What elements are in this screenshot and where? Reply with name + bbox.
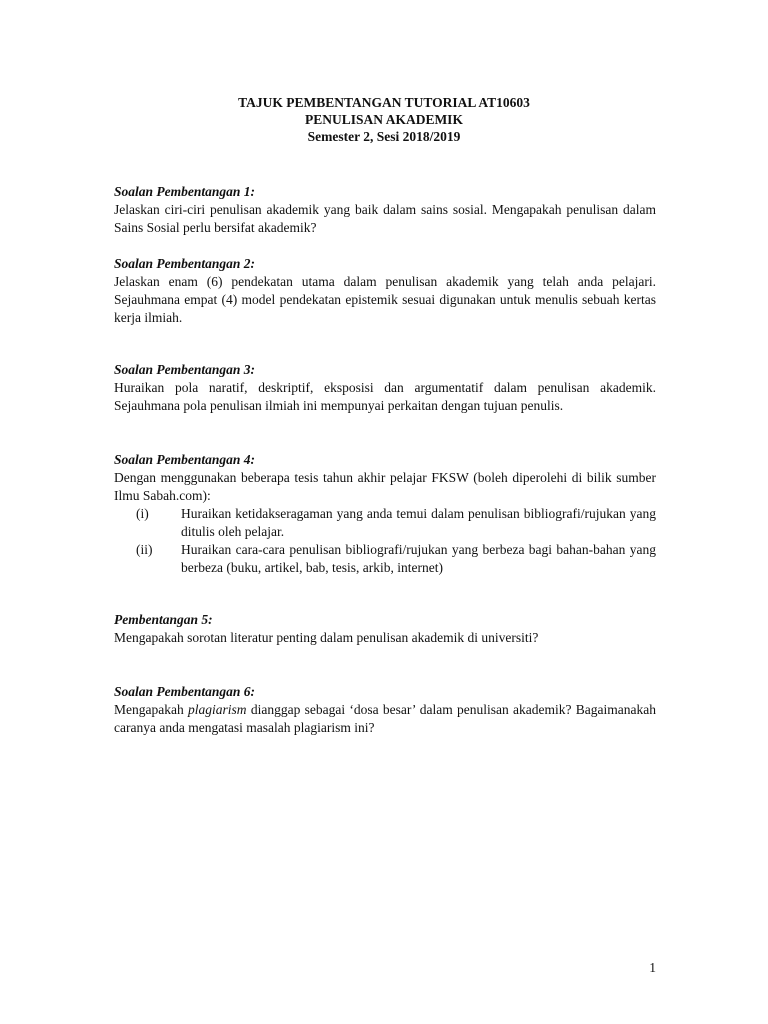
document-header <box>0 94 768 145</box>
question-5 <box>114 611 656 647</box>
question-5-text: Mengapakah sorotan literatur penting dalam penulisan akademik di universiti? <box>114 630 539 645</box>
question-6-title: Soalan Pembentangan 6: <box>114 684 256 699</box>
question-2-text: Jelaskan enam (6) pendekatan utama dalam penulisan akademik yang telah anda pelajari. Sejauhmana empat (4) model pendekatan epistemik sesuai digunakan untuk menulis sebuah kertas kerja ilmiah. <box>114 274 656 325</box>
item-number: (ii) <box>136 542 153 557</box>
question-1-text: Jelaskan ciri-ciri penulisan akademik yang baik dalam sains sosial. Mengapakah penulisan dalam Sains Sosial perlu bersifat akademik? <box>114 202 656 235</box>
question-6-text-start: Mengapakah <box>114 702 189 717</box>
header-title: TAJUK PEMBENTANGAN TUTORIAL AT10603 <box>238 95 530 110</box>
question-6-text-end: dianggap sebagai ‘dosa besar’ dalam penulisan akademik? Bagaimanakah caranya anda mengatasi masalah plagiarism ini? <box>114 702 657 735</box>
question-4 <box>114 451 656 577</box>
question-6-text <box>114 701 656 737</box>
question-4-text: Dengan menggunakan beberapa tesis tahun akhir pelajar FKSW (boleh diperolehi di bilik sumber Ilmu Sabah.com): <box>114 470 656 503</box>
question-2 <box>114 255 656 327</box>
item-text: Huraikan cara-cara penulisan bibliografi/rujukan yang berbeza bagi bahan-bahan yang berbeza (buku, artikel, bab, tesis, arkib, internet) <box>181 542 656 575</box>
header-semester: Semester 2, Sesi 2018/2019 <box>307 129 461 144</box>
question-5-title: Pembentangan 5: <box>114 612 213 627</box>
question-3-text: Huraikan pola naratif, deskriptif, eksposisi dan argumentatif dalam penulisan akademik. Sejauhmana pola penulisan ilmiah ini mempunyai perkaitan dengan tujuan penulis. <box>114 380 656 413</box>
question-3-title: Soalan Pembentangan 3: <box>114 362 256 377</box>
question-1-title: Soalan Pembentangan 1: <box>114 184 256 199</box>
item-text: Huraikan ketidakseragaman yang anda temui dalam penulisan bibliografi/rujukan yang ditulis oleh pelajar. <box>181 506 656 539</box>
question-4-item-2 <box>114 541 656 577</box>
question-3 <box>114 361 656 415</box>
question-1 <box>114 183 656 237</box>
question-6-italic-term: plagiarism <box>188 702 247 717</box>
page-number: 1 <box>649 960 656 975</box>
question-2-title: Soalan Pembentangan 2: <box>114 256 256 271</box>
item-number: (i) <box>136 506 149 521</box>
question-4-item-1 <box>114 505 656 541</box>
question-6 <box>114 683 656 737</box>
header-subtitle: PENULISAN AKADEMIK <box>305 112 463 127</box>
question-4-title: Soalan Pembentangan 4: <box>114 452 256 467</box>
